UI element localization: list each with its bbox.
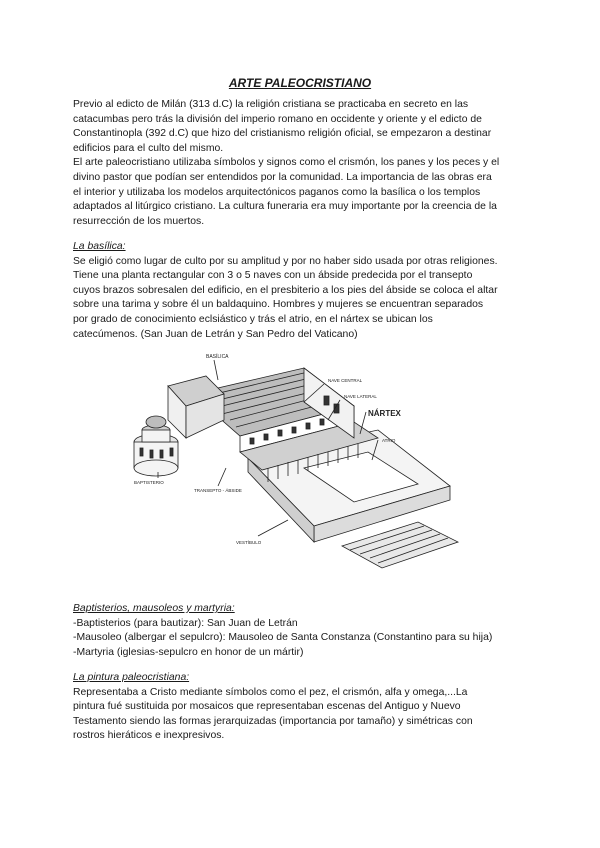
- section-heading-basilica: La basílica:: [73, 241, 126, 252]
- intro-paragraph-2: [73, 156, 533, 229]
- label-atrio: ATRIO: [382, 438, 396, 443]
- text-line: el interior y utilizaba los modelos arquitectónicos paganos como la basílica o los templos: [73, 186, 481, 198]
- intro-paragraph-1: [73, 98, 533, 156]
- entrance-steps: [342, 522, 458, 568]
- baptistery-building: [134, 416, 178, 476]
- text-line: catacumbas pero trás la división del imperio romano en occidente y oriente y el edicto de: [73, 113, 482, 125]
- page-title: ARTE PALEOCRISTIANO: [228, 76, 372, 90]
- label-nartex: NÁRTEX: [368, 409, 401, 418]
- intro-section: [73, 98, 533, 229]
- basilica-illustration: [128, 350, 464, 578]
- text-line: rostros hieráticos e inexpresivos.: [73, 730, 225, 742]
- text-line: pintura fué sustituida por mosaicos que representaban escenas del Antiguo y Nuevo: [73, 701, 461, 713]
- text-line: -Mausoleo (albergar el sepulcro): Mausoleo de Santa Constanza (Constantino para su hija): [73, 632, 493, 644]
- text-line: adaptados al litúrgico cristiano. La cultura funeraria era muy importante por la creencia de la: [73, 201, 497, 213]
- text-line: Testamento siendo las formas jerarquizadas (importancia por tamaño) y simétricas con: [73, 715, 473, 727]
- pintura-section: [73, 671, 533, 744]
- text-line: El arte paleocristiano utilizaba símbolos y signos como el crismón, los panes y los peces y el: [73, 157, 500, 169]
- text-line: Se eligió como lugar de culto por su amplitud y por no haber sido usada por otras religiones.: [73, 255, 498, 267]
- section-heading-pintura: La pintura paleocristiana:: [73, 672, 190, 683]
- label-baptisterio: BAPTISTERIO: [134, 480, 164, 485]
- label-transepto: TRANSEPTO - ÁBSIDE: [194, 488, 242, 493]
- text-line: Previo al edicto de Milán (313 d.C) la religión cristiana se practicaba en secreto en las: [73, 99, 469, 110]
- text-line: sobre una tarima y sobre él un baldaquino. Hombres y mujeres se encuentran separados: [73, 299, 484, 311]
- label-nave-lateral: NAVE LATERAL: [344, 394, 377, 399]
- text-line: -Martyria (iglesias-sepulcro en honor de un mártir): [73, 646, 304, 658]
- text-line: Constantinopla (392 d.C) que hizo del cristianismo religión oficial, se empezaron a destinar: [73, 128, 492, 140]
- text-line: cuyos brazos sobresalen del edificio, en el presbiterio a los pies del ábside se coloca el altar: [73, 284, 498, 296]
- text-line: catecúmenos. (San Juan de Letrán y San Pedro del Vaticano): [73, 328, 358, 340]
- text-line: edificios para el culto del mismo.: [73, 142, 224, 154]
- label-nave-central: NAVE CENTRAL: [328, 378, 363, 383]
- text-line: divino pastor que podían ser entendidos por la comunidad. La importancia de las obras era: [73, 171, 492, 183]
- text-line: resurrección de los muertos.: [73, 215, 205, 227]
- label-basilica: BASÍLICA: [206, 354, 229, 360]
- baptisterios-section: [73, 602, 533, 660]
- section-heading-baptisterios: Baptisterios, mausoleos y martyria:: [73, 603, 235, 614]
- basilica-drawing: [128, 350, 464, 578]
- text-line: por grado de conocimiento eclsiástico y trás el atrio, en el nártex se ubican los: [73, 313, 433, 325]
- text-line: -Baptisterios (para bautizar): San Juan de Letrán: [73, 617, 298, 629]
- text-line: Representaba a Cristo mediante símbolos como el pez, el crismón, alfa y omega,...La: [73, 686, 468, 698]
- label-vestibulo: VESTÍBULO: [236, 540, 262, 545]
- text-line: Tiene una planta rectangular con 3 o 5 naves con un ábside predecida por el transepto: [73, 270, 473, 282]
- basilica-section: [73, 240, 533, 342]
